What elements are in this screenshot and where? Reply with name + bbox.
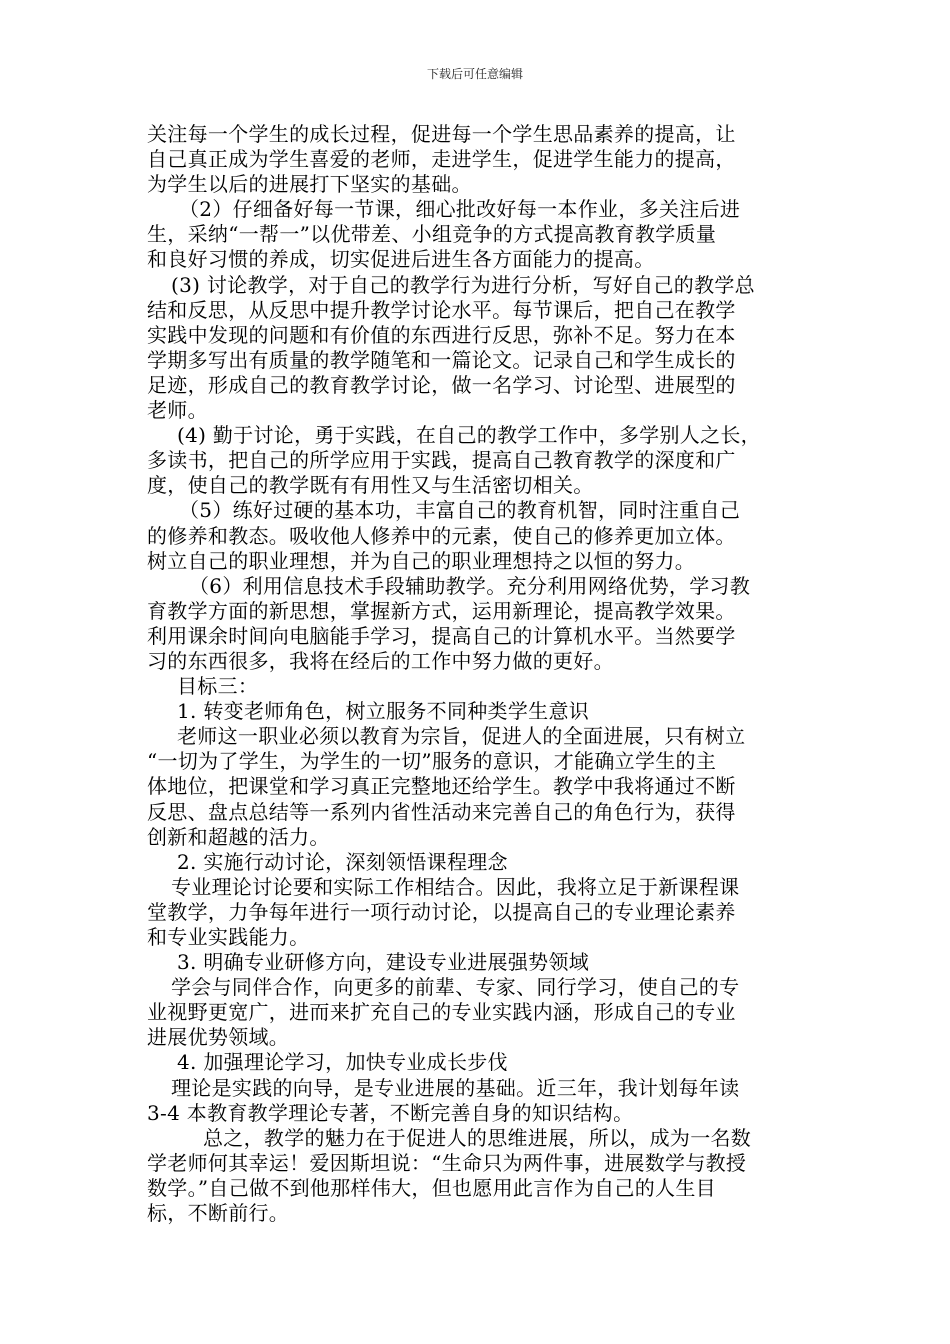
text-line: （2）仔细备好每一节课，细心批改好每一本作业，多关注后进 <box>179 197 741 222</box>
text-line: 利用课余时间向电脑能手学习，提高自己的计算机水平。当然要学 <box>147 623 736 648</box>
text-line: (4) 勤于讨论，勇于实践，在自己的教学工作中，多学别人之长， <box>177 423 761 448</box>
text-line: 理论是实践的向导，是专业进展的基础。近三年，我计划每年读 <box>171 1075 740 1100</box>
text-line: 老师这一职业必须以教育为宗旨，促进人的全面进展，只有树立 <box>177 724 746 749</box>
subheading: 4. 加强理论学习，加快专业成长步伐 <box>177 1050 508 1075</box>
text-line: 3-4 本教育教学理论专著，不断完善自身的知识结构。 <box>147 1100 634 1125</box>
text-line: 习的东西很多，我将在经后的工作中努力做的更好。 <box>147 648 614 673</box>
text-line: 学老师何其幸运！爱因斯坦说：“生命只为两件事，进展数学与教授 <box>147 1150 747 1175</box>
subheading: 1. 转变老师角色，树立服务不同种类学生意识 <box>177 699 590 724</box>
text-line: (3) 讨论教学，对于自己的教学行为进行分析，写好自己的教学总 <box>171 272 755 297</box>
text-line: 业视野更宽广，进而来扩充自己的专业实践内涵，形成自己的专业 <box>147 1000 736 1025</box>
text-line: 老师。 <box>147 398 208 423</box>
text-line: 的修养和教态。吸收他人修养中的元素，使自己的修养更加立体。 <box>147 523 736 548</box>
text-line: 专业理论讨论要和实际工作相结合。因此，我将立足于新课程课 <box>171 874 740 899</box>
text-line: 结和反思，从反思中提升教学讨论水平。每节课后，把自己在教学 <box>147 297 736 322</box>
text-line: 足迹，形成自己的教育教学讨论，做一名学习、讨论型、进展型的 <box>147 372 736 397</box>
text-line: 进展优势领域。 <box>147 1025 290 1050</box>
text-line: 育教学方面的新思想，掌握新方式，运用新理论，提高教学效果。 <box>147 598 736 623</box>
text-line: “一切为了学生，为学生的一切”服务的意识，才能确立学生的主 <box>147 749 717 774</box>
text-line: 和专业实践能力。 <box>147 925 310 949</box>
text-line: 数学。”自己做不到他那样伟大，但也愿用此言作为自己的人生目 <box>147 1175 716 1200</box>
text-line: 自己真正成为学生喜爱的老师，走进学生，促进学生能力的提高， <box>147 147 736 172</box>
text-line: （5）练好过硬的基本功，丰富自己的教育机智，同时注重自己 <box>179 498 741 523</box>
text-line: 和良好习惯的养成，切实促进后进生各方面能力的提高。 <box>147 247 655 272</box>
text-line: 实践中发现的问题和有价值的东西进行反思，弥补不足。努力在本 <box>147 322 736 347</box>
text-line: 关注每一个学生的成长过程，促进每一个学生思品素养的提高，让 <box>147 122 736 146</box>
document-body <box>147 122 817 1226</box>
text-line: 为学生以后的进展打下坚实的基础。 <box>147 172 472 197</box>
subheading: 2. 实施行动讨论，深刻领悟课程理念 <box>177 849 508 874</box>
text-line: 度，使自己的教学既有有用性又与生活密切相关。 <box>147 473 594 498</box>
text-line: 创新和超越的活力。 <box>147 824 330 849</box>
text-line: 学期多写出有质量的教学随笔和一篇论文。记录自己和学生成长的 <box>147 347 736 372</box>
text-line: 多读书，把自己的所学应用于实践，提高自己教育教学的深度和广 <box>147 448 736 473</box>
text-line: （6）利用信息技术手段辅助教学。充分利用网络优势，学习教 <box>189 573 751 598</box>
page-header-note: 下载后可任意编辑 <box>426 67 523 81</box>
text-line: 生，采纳“一帮一”以优带差、小组竞争的方式提高教育教学质量 <box>147 222 717 247</box>
subheading: 3. 明确专业研修方向，建设专业进展强势领域 <box>177 950 590 975</box>
text-line: 反思、盘点总结等一系列内省性活动来完善自己的角色行为，获得 <box>147 799 736 824</box>
section-heading: 目标三： <box>177 674 259 699</box>
text-line: 体地位，把课堂和学习真正完整地还给学生。教学中我将通过不断 <box>147 774 736 799</box>
text-line: 树立自己的职业理想，并为自己的职业理想持之以恒的努力。 <box>147 548 696 573</box>
text-line: 堂教学，力争每年进行一项行动讨论，以提高自己的专业理论素养 <box>147 899 736 924</box>
text-line: 标，不断前行。 <box>147 1201 290 1226</box>
text-line: 学会与同伴合作，向更多的前辈、专家、同行学习，使自己的专 <box>171 975 740 1000</box>
text-line: 总之，教学的魅力在于促进人的思维进展，所以，成为一名数 <box>203 1125 752 1150</box>
